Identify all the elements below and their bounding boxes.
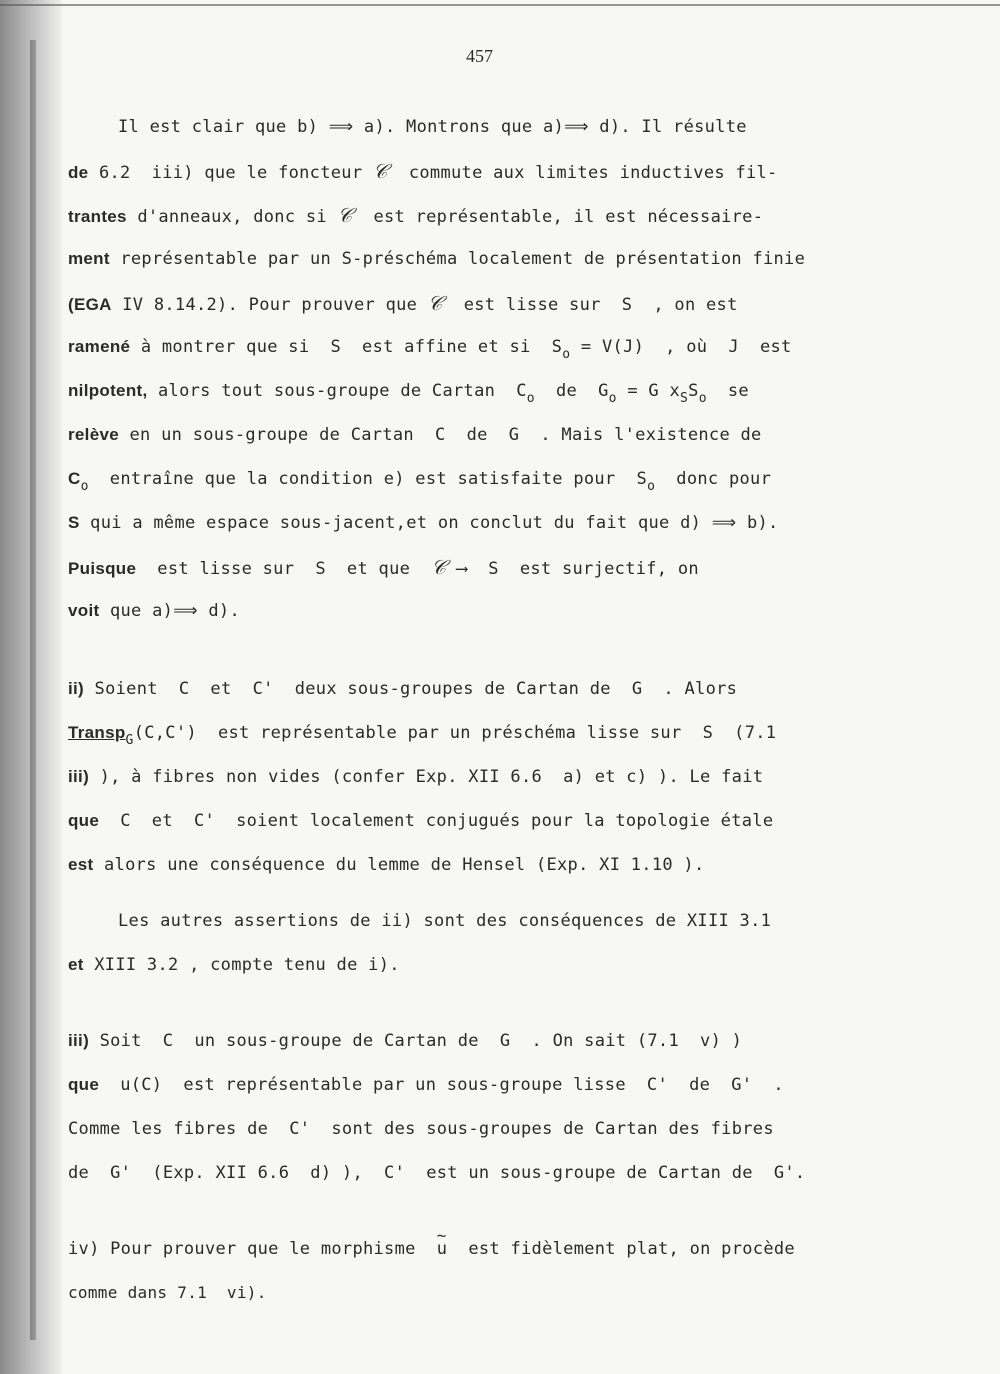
page-number: 457 [466, 46, 493, 66]
text-line: ii) Soient C et C' deux sous-groupes de Cartan de G . Alors [68, 679, 738, 699]
cartan-symbol: 𝒞 [337, 203, 353, 227]
text-line: S qui a même espace sous-jacent,et on conclut du fait que d) ⟹ b). [68, 513, 779, 533]
text-line: et XIII 3.2 , compte tenu de i). [68, 955, 400, 975]
page-top-edge [0, 4, 1000, 6]
cartan-symbol: 𝒞 [427, 291, 443, 315]
text-line: Transp$_G$(C,C') est représentable par un préschéma lisse sur S (7.1 [68, 723, 777, 748]
text-line: Il est clair que b) ⟹ a). Montrons que a)⟹ d). Il résulte [118, 117, 747, 137]
text-line: voit que a)⟹ d). [68, 601, 240, 621]
text-line: nilpotent, alors tout sous-groupe de Cartan $C_o$ de $G_o = G$ $x_SS_o$ se [68, 381, 749, 406]
text-line: que u(C) est représentable par un sous-groupe lisse C' de G' . [68, 1075, 784, 1095]
text-line: ment représentable par un S-préschéma localement de présentation finie [68, 249, 806, 269]
binding-shadow [0, 0, 62, 1374]
text-line: iv) Pour prouver que le morphisme ~ u est fidèlement plat, on procède [68, 1238, 795, 1260]
text-line: Puisque est lisse sur S et que 𝒞 ⟶ S est surjectif, on [68, 555, 699, 579]
text-line: est alors une conséquence du lemme de Hensel (Exp. XI 1.10 ). [68, 855, 705, 875]
text-line: de 6.2 iii) que le foncteur 𝒞 commute aux limites inductives fil- [68, 159, 778, 183]
text-line: relève en un sous-groupe de Cartan C de G . Mais l'existence de [68, 425, 762, 445]
text-line: de G' (Exp. XII 6.6 d) ), C' est un sous-groupe de Cartan de G'. [68, 1163, 806, 1183]
text-line: Comme les fibres de C' sont des sous-groupes de Cartan des fibres [68, 1119, 774, 1139]
text-line: (EGA IV 8.14.2). Pour prouver que 𝒞 est lisse sur S , on est [68, 291, 738, 315]
text-line: que C et C' soient localement conjugués pour la topologie étale [68, 811, 774, 831]
text-line: $C_o$ entraîne que la condition e) est satisfaite pour $S_o$ donc pour [68, 469, 772, 494]
text-line: iii) ), à fibres non vides (confer Exp. XII 6.6 a) et c) ). Le fait [68, 767, 764, 787]
text-line: ramené à montrer que si S est affine et si $S_o = V(J)$ , où J est [68, 337, 792, 362]
u-tilde-symbol: ~ u [437, 1239, 448, 1259]
text-line: Les autres assertions de ii) sont des conséquences de XIII 3.1 [118, 911, 772, 931]
text-line: iii) Soit C un sous-groupe de Cartan de G . On sait (7.1 v) ) [68, 1031, 743, 1051]
cartan-symbol: 𝒞 [431, 555, 447, 579]
text-line: comme dans 7.1 vi). [68, 1283, 267, 1302]
cartan-symbol: 𝒞 [372, 159, 388, 183]
text-line: trantes d'anneaux, donc si 𝒞 est représentable, il est nécessaire- [68, 203, 764, 227]
